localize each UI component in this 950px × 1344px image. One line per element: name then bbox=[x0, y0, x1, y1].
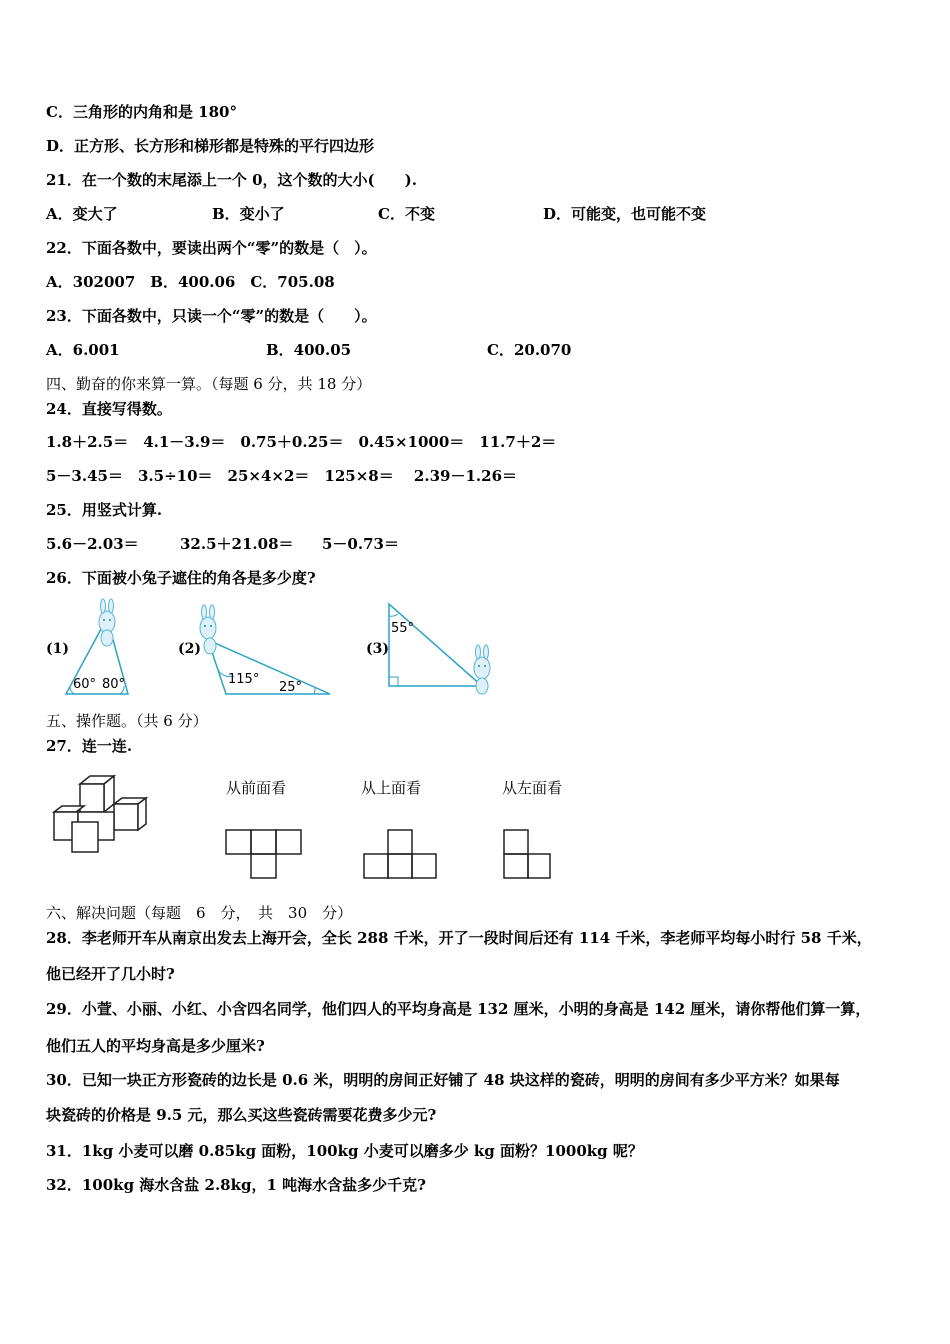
q23-option-b: B．400.05 bbox=[266, 341, 352, 359]
q20-option-d: D．正方形、长方形和梯形都是特殊的平行四边形 bbox=[46, 137, 375, 155]
q26-stem: 26．下面被小兔子遮住的角各是多少度? bbox=[46, 569, 316, 587]
top-view-label: 从上面看 bbox=[361, 779, 422, 797]
q28-line-2: 他已经开了几小时? bbox=[46, 965, 175, 983]
section-6-heading: 六、解决问题（每题 6 分， 共 30 分） bbox=[46, 904, 353, 922]
q27-stem: 27．连一连. bbox=[46, 737, 133, 755]
q22-options: A．302007 B．400.06 C．705.08 bbox=[46, 273, 335, 291]
q30-line-1: 30．已知一块正方形瓷砖的边长是 0.6 米，明明的房间正好铺了 48 块这样的瓷砖，明明的房间有多少平方米？如果每 bbox=[46, 1071, 840, 1089]
section-4-heading: 四、勤奋的你来算一算。（每题 6 分，共 18 分） bbox=[46, 375, 372, 393]
angle-115-label: 115° bbox=[228, 672, 260, 687]
left-view-label: 从左面看 bbox=[502, 779, 563, 797]
q28-line-1: 28．李老师开车从南京出发去上海开会，全长 288 千米，开了一段时间后还有 114 千米，李老师平均每小时行 58 千米， bbox=[46, 929, 872, 947]
q25-expr-1: 5.6－2.03＝ bbox=[46, 535, 139, 553]
q23-option-c: C．20.070 bbox=[487, 341, 572, 359]
left-view-shape bbox=[502, 828, 558, 882]
q24-stem: 24．直接写得数。 bbox=[46, 400, 172, 418]
rabbit-icon bbox=[474, 645, 490, 694]
q32: 32．100kg 海水含盐 2.8kg，1 吨海水含盐多少千克? bbox=[46, 1176, 426, 1194]
triangle-figure-1 bbox=[60, 598, 140, 698]
angle-55-label: 55° bbox=[391, 621, 415, 636]
q21-option-d: D．可能变，也可能不变 bbox=[543, 205, 707, 223]
figure-2-label: (2) bbox=[178, 641, 201, 657]
q25-expr-3: 5－0.73＝ bbox=[322, 535, 399, 553]
front-view-label: 从前面看 bbox=[226, 779, 287, 797]
section-5-heading: 五、操作题。（共 6 分） bbox=[46, 712, 208, 730]
q21-option-b: B．变小了 bbox=[212, 205, 285, 223]
angle-60-label: 60° bbox=[73, 677, 97, 692]
triangle-figure-2 bbox=[196, 604, 336, 700]
q22-stem: 22．下面各数中，要读出两个“零”的数是（ ）。 bbox=[46, 239, 377, 257]
q23-stem: 23．下面各数中，只读一个“零”的数是（ ）。 bbox=[46, 307, 377, 325]
q20-option-c: C．三角形的内角和是 180° bbox=[46, 103, 237, 121]
q29-line-1: 29．小萱、小丽、小红、小含四名同学，他们四人的平均身高是 132 厘米，小明的身高是 142 厘米，请你帮他们算一算， bbox=[46, 1000, 871, 1018]
angle-25-label: 25° bbox=[279, 680, 303, 695]
q23-option-a: A．6.001 bbox=[46, 341, 120, 359]
q21-option-a: A．变大了 bbox=[46, 205, 118, 223]
figure-1-label: (1) bbox=[46, 641, 69, 657]
q25-stem: 25．用竖式计算. bbox=[46, 501, 163, 519]
top-view-shape bbox=[362, 828, 442, 882]
q30-line-2: 块瓷砖的价格是 9.5 元，那么买这些瓷砖需要花费多少元? bbox=[46, 1106, 437, 1124]
q29-line-2: 他们五人的平均身高是多少厘米? bbox=[46, 1037, 265, 1055]
triangle-figure-3 bbox=[386, 600, 502, 698]
rabbit-icon bbox=[200, 605, 216, 654]
angle-80-label: 80° bbox=[102, 677, 126, 692]
q25-expr-2: 32.5＋21.08＝ bbox=[180, 535, 294, 553]
q24-row-1: 1.8＋2.5＝ 4.1－3.9＝ 0.75＋0.25＝ 0.45×1000＝ 11.7＋2＝ bbox=[46, 433, 557, 451]
q21-stem: 21．在一个数的末尾添上一个 0，这个数的大小( ). bbox=[46, 171, 417, 189]
front-view-shape bbox=[224, 828, 304, 880]
q31: 31．1kg 小麦可以磨 0.85kg 面粉，100kg 小麦可以磨多少 kg 面粉？1000kg 呢？ bbox=[46, 1142, 643, 1160]
q21-option-c: C．不变 bbox=[378, 205, 435, 223]
cube-stack-figure bbox=[46, 772, 166, 858]
q24-row-2: 5－3.45＝ 3.5÷10＝ 25×4×2＝ 125×8＝ 2.39－1.26＝ bbox=[46, 467, 517, 485]
rabbit-icon bbox=[99, 599, 115, 646]
figure-3-label: (3) bbox=[366, 641, 389, 657]
